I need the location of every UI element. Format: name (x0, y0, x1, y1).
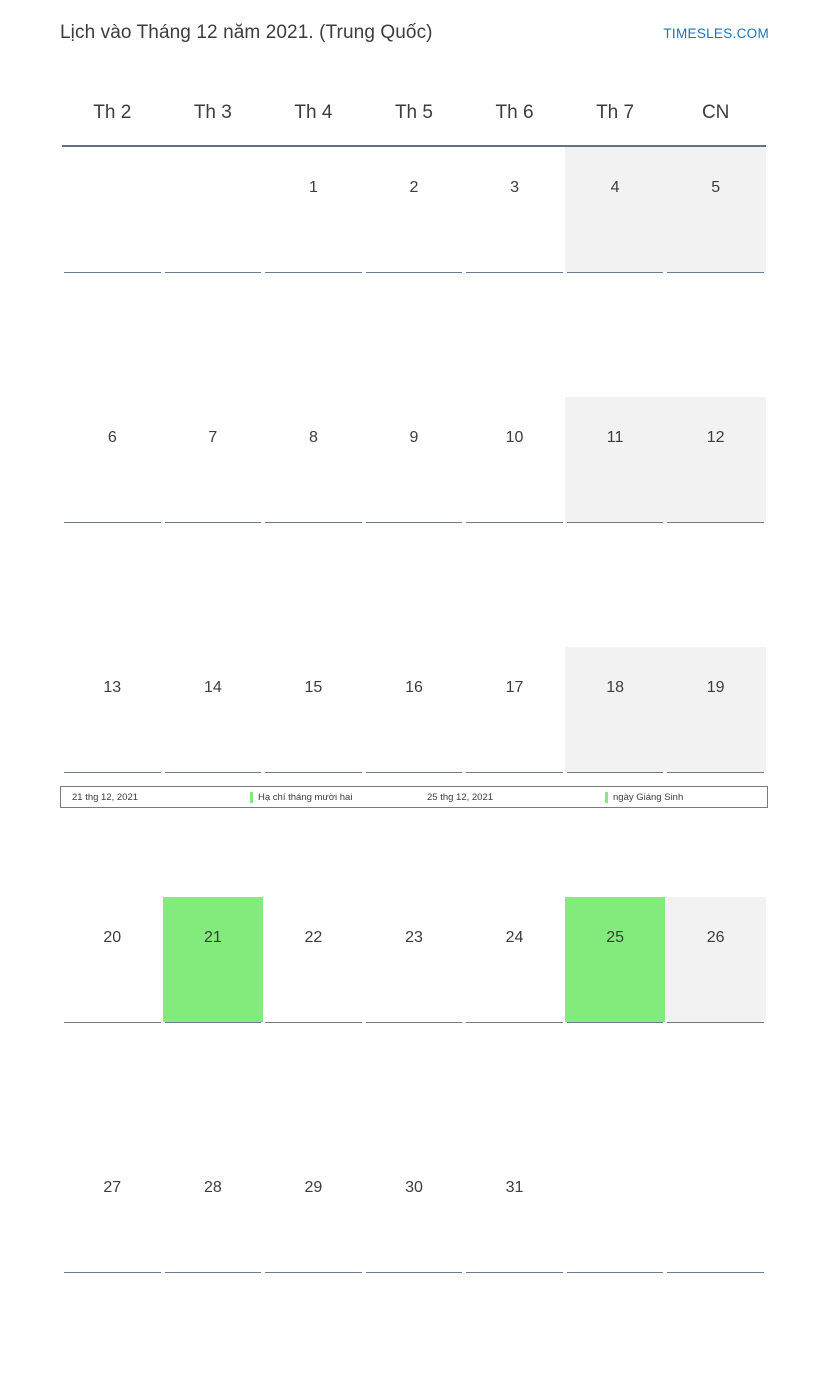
day-number: 5 (711, 179, 721, 196)
day-cell-13[interactable] (62, 647, 163, 772)
week-divider-cell (263, 1022, 364, 1147)
weekday-header-sun: CN (665, 80, 766, 146)
day-number: 19 (706, 679, 725, 696)
week-divider-cell (163, 1272, 264, 1397)
day-number: 30 (405, 1179, 423, 1196)
day-number: 20 (103, 929, 122, 946)
day-number: 22 (304, 929, 323, 946)
week-divider-row (62, 272, 766, 397)
day-cell-31[interactable] (464, 1147, 565, 1272)
day-cell-22[interactable] (263, 897, 364, 1022)
week-divider-cell (163, 1022, 264, 1147)
day-cell-26[interactable] (665, 897, 766, 1022)
day-cell-30[interactable] (364, 1147, 465, 1272)
day-cell-1[interactable] (263, 146, 364, 272)
week-divider-cell (565, 1022, 666, 1147)
week-divider-cell (163, 522, 264, 647)
day-number: 1 (308, 179, 318, 196)
week-divider-cell (62, 1272, 163, 1397)
day-cell-16[interactable] (364, 647, 465, 772)
day-number: 4 (610, 179, 620, 196)
legend-date: 21 thg 12, 2021 (72, 791, 139, 803)
day-cell-empty (565, 1147, 666, 1272)
day-cell-18[interactable] (565, 647, 666, 772)
week-divider-cell (665, 1022, 766, 1147)
page-title: Lịch vào Tháng 12 năm 2021. (Trung Quốc) (60, 22, 433, 43)
day-cell-12[interactable] (665, 397, 766, 522)
week-divider-cell (364, 272, 465, 397)
calendar-grid (62, 80, 766, 1397)
day-number: 6 (107, 429, 117, 446)
day-number: 2 (409, 179, 419, 196)
weekday-header-sat: Th 7 (565, 80, 666, 146)
week-divider-cell (62, 1022, 163, 1147)
week-divider-row (62, 1022, 766, 1147)
calendar-table (62, 80, 766, 1397)
day-cell-15[interactable] (263, 647, 364, 772)
weekday-header-thu: Th 5 (364, 80, 465, 146)
day-cell-28[interactable] (163, 1147, 264, 1272)
day-number: 26 (706, 929, 725, 946)
week-divider-cell (665, 522, 766, 647)
legend-label: Hạ chí tháng mười hai (258, 791, 353, 803)
day-cell-5[interactable] (665, 146, 766, 272)
day-cell-25[interactable] (565, 897, 666, 1022)
day-cell-29[interactable] (263, 1147, 364, 1272)
day-cell-17[interactable] (464, 647, 565, 772)
week-divider-cell (665, 272, 766, 397)
legend-bar (60, 786, 768, 808)
day-cell-2[interactable] (364, 146, 465, 272)
weekday-header-wed: Th 4 (263, 80, 364, 146)
day-cell-3[interactable] (464, 146, 565, 272)
week-divider-cell (364, 1272, 465, 1397)
day-cell-7[interactable] (163, 397, 264, 522)
legend-entry-date-1 (61, 787, 236, 807)
day-cell-empty (665, 1147, 766, 1272)
day-number: 7 (208, 429, 218, 446)
day-cell-9[interactable] (364, 397, 465, 522)
week-divider-cell (464, 1272, 565, 1397)
day-number: 18 (606, 679, 624, 696)
week-divider-cell (263, 1272, 364, 1397)
week-divider-cell (62, 522, 163, 647)
week-divider-cell (565, 522, 666, 647)
day-cell-8[interactable] (263, 397, 364, 522)
day-cell-10[interactable] (464, 397, 565, 522)
day-cell-20[interactable] (62, 897, 163, 1022)
day-cell-11[interactable] (565, 397, 666, 522)
day-number: 16 (405, 679, 423, 696)
week-divider-row (62, 1272, 766, 1397)
calendar-week-row (62, 1147, 766, 1272)
day-cell-24[interactable] (464, 897, 565, 1022)
legend-date: 25 thg 12, 2021 (427, 791, 494, 803)
week-divider-cell (163, 272, 264, 397)
day-cell-4[interactable] (565, 146, 666, 272)
day-number: 10 (505, 429, 524, 446)
legend-entry-name-1 (236, 787, 416, 807)
weekday-header-mon: Th 2 (62, 80, 163, 146)
week-divider-cell (263, 522, 364, 647)
week-divider-cell (62, 272, 163, 397)
day-number: 9 (409, 429, 419, 446)
day-number: 8 (308, 429, 318, 446)
week-divider-cell (364, 522, 465, 647)
day-cell-19[interactable] (665, 647, 766, 772)
day-number: 21 (203, 929, 222, 946)
week-divider-cell (263, 272, 364, 397)
day-cell-27[interactable] (62, 1147, 163, 1272)
day-cell-14[interactable] (163, 647, 264, 772)
week-divider-row (62, 522, 766, 647)
week-divider-cell (364, 1022, 465, 1147)
day-number: 17 (505, 679, 524, 696)
calendar-header-row (62, 80, 766, 146)
day-cell-21[interactable] (163, 897, 264, 1022)
week-divider-cell (565, 1272, 666, 1397)
legend-label: ngày Giáng Sinh (613, 791, 684, 803)
week-divider-cell (665, 1272, 766, 1397)
day-cell-empty (163, 146, 264, 272)
day-number: 24 (505, 929, 524, 946)
calendar-week-row (62, 897, 766, 1022)
calendar-week-row (62, 647, 766, 772)
day-number: 15 (304, 679, 323, 696)
day-number: 29 (304, 1179, 323, 1196)
day-number: 28 (203, 1179, 222, 1196)
weekday-header-tue: Th 3 (163, 80, 264, 146)
day-cell-23[interactable] (364, 897, 465, 1022)
legend-entry-date-2 (416, 787, 591, 807)
day-number: 25 (606, 929, 624, 946)
day-number: 13 (103, 679, 122, 696)
day-number: 14 (203, 679, 222, 696)
week-divider-cell (464, 522, 565, 647)
calendar-week-row (62, 146, 766, 272)
legend-color-swatch-icon (605, 792, 608, 803)
legend-entry-name-2 (591, 787, 683, 807)
week-divider-cell (464, 1022, 565, 1147)
week-divider-cell (565, 272, 666, 397)
calendar-week-row (62, 397, 766, 522)
day-cell-empty (62, 146, 163, 272)
day-number: 12 (706, 429, 725, 446)
page-header (60, 18, 769, 48)
day-number: 3 (510, 179, 519, 196)
weekday-header-fri: Th 6 (464, 80, 565, 146)
brand-logo: TIMESLES.COM (663, 25, 769, 41)
day-number: 27 (103, 1179, 122, 1196)
week-divider-cell (464, 272, 565, 397)
day-cell-6[interactable] (62, 397, 163, 522)
day-number: 31 (505, 1179, 524, 1196)
day-number: 23 (405, 929, 423, 946)
legend-color-swatch-icon (250, 792, 253, 803)
day-number: 11 (606, 429, 624, 446)
